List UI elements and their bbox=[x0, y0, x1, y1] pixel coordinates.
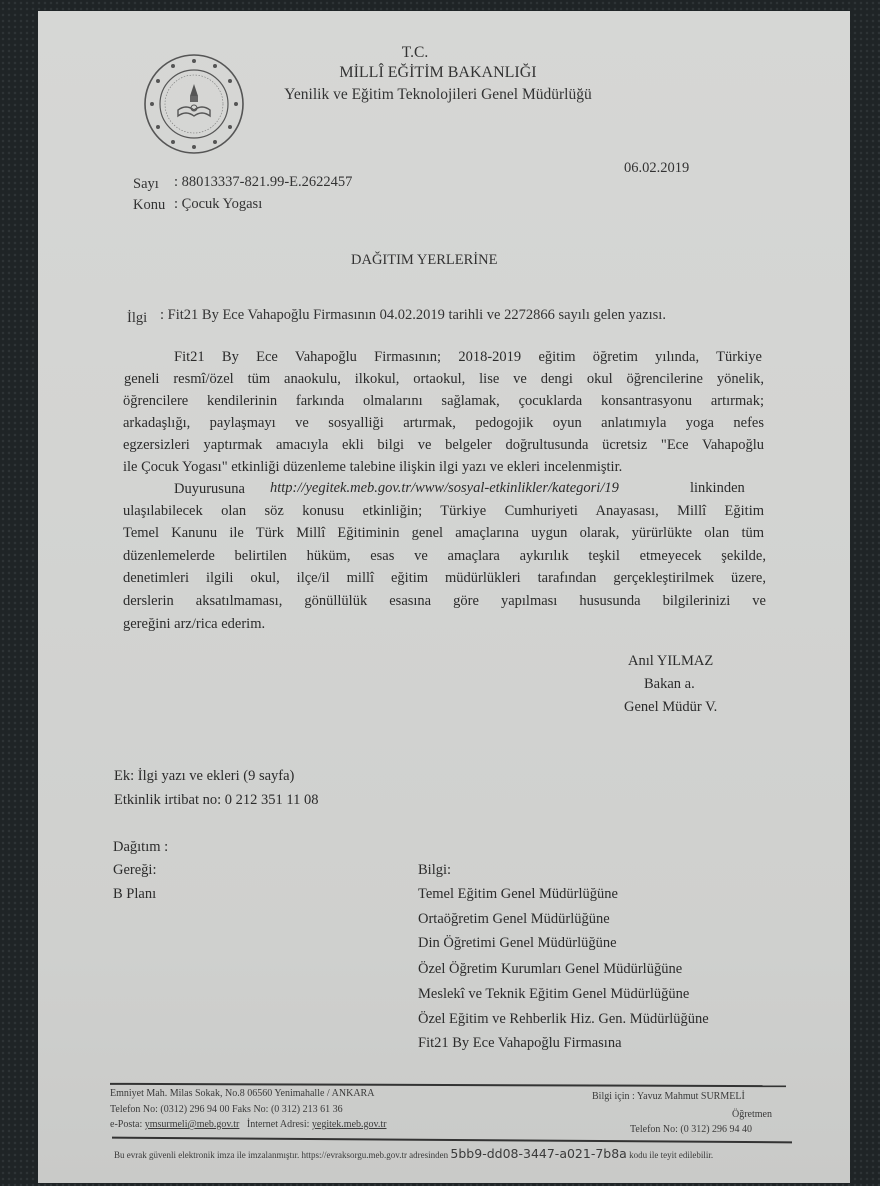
footer-web-label: İnternet Adresi: bbox=[246, 1119, 310, 1130]
paragraph2-last-line: gereğini arz/rica ederim. bbox=[123, 616, 266, 632]
footer-phone-fax: Telefon No: (0312) 296 94 00 Faks No: (0 312) 213 61 36 bbox=[110, 1104, 343, 1115]
paragraph1-line: öğrencilere kendilerinin farkında olmalarını sağlamak, çocuklarda konsantrasyonu artırmak; bbox=[123, 393, 764, 409]
paragraph2-line: derslerin aksatılmaması, gönüllülük esasına göre yapılması hususunda bilgilerinizi ve bbox=[123, 593, 766, 609]
addressee: DAĞITIM YERLERİNE bbox=[351, 252, 498, 268]
announcement-link[interactable]: http://yegitek.meb.gov.tr/www/sosyal-etkinlikler/kategori/19 bbox=[270, 480, 619, 496]
footer-email-label: e-Posta: bbox=[110, 1119, 143, 1130]
letterhead-directorate: Yenilik ve Eğitim Teknolojileri Genel Müdürlüğü bbox=[284, 86, 592, 103]
signer-title: Genel Müdür V. bbox=[624, 699, 718, 715]
footer-info-phone: Telefon No: (0 312) 296 94 40 bbox=[630, 1124, 753, 1135]
konu-label: Konu bbox=[133, 197, 166, 213]
bilgi-item: Ortaöğretim Genel Müdürlüğüne bbox=[418, 911, 610, 927]
paragraph2-line: Temel Kanunu ile Türk Millî Eğitiminin genel amaçlarına uygun olarak, yürürlükte olan tüm bbox=[123, 525, 764, 541]
geregi-item: B Planı bbox=[113, 886, 157, 902]
bilgi-item: Özel Eğitim ve Rehberlik Hiz. Gen. Müdürlüğüne bbox=[418, 1011, 709, 1027]
footer-web-link[interactable]: yegitek.meb.gov.tr bbox=[311, 1119, 387, 1130]
footer-info-title: Öğretmen bbox=[732, 1109, 772, 1120]
paragraph2-line: denetimleri ilgili okul, ilçe/il millî eğitim müdürlükleri tarafından gerçekleştirilmek üzere, bbox=[123, 570, 766, 586]
paragraph2-line: düzenlemelerde belirtilen hüküm, esas ve amaçlara aykırılık teşkil etmeyecek şekilde, bbox=[123, 548, 766, 564]
paragraph1-line: egzersizleri yaptırmak amacıyla ekli bilgi ve belgeler doğrultusunda ücretsiz "Ece Vahapoğlu bbox=[123, 437, 764, 453]
paragraph1-line: geneli resmî/özel tüm anaokulu, ilkokul, ortaokul, lise ve dengi okul öğrencilerine yönelik, bbox=[124, 371, 764, 387]
paragraph1-line: Fit21 By Ece Vahapoğlu Firmasının; 2018-2019 eğitim öğretim yılında, Türkiye bbox=[174, 349, 762, 365]
bilgi-item: Temel Eğitim Genel Müdürlüğüne bbox=[418, 886, 618, 902]
verify-prefix: Bu evrak güvenli elektronik imza ile imzalanmıştır. https://evraksorgu.meb.gov.tr adresinden bbox=[114, 1150, 449, 1160]
signer-name: Anıl YILMAZ bbox=[628, 653, 714, 669]
ministry-seal-icon bbox=[142, 52, 246, 156]
document-date: 06.02.2019 bbox=[624, 160, 690, 176]
ilgi-label: İlgi bbox=[127, 310, 148, 326]
verify-code: 5bb9-dd08-3447-a021-7b8a bbox=[450, 1146, 627, 1161]
verify-suffix: kodu ile teyit edilebilir. bbox=[629, 1150, 714, 1160]
footer-email-link[interactable]: ymsurmeli@meb.gov.tr bbox=[144, 1119, 240, 1130]
paragraph1-line: ile Çocuk Yogası" etkinliği düzenleme talebine ilişkin ilgi yazı ve ekleri incelenmiştir. bbox=[123, 459, 623, 475]
bilgi-item: Fit21 By Ece Vahapoğlu Firmasına bbox=[418, 1035, 622, 1051]
paragraph2-line: ulaşılabilecek olan söz konusu etkinliğin; Türkiye Cumhuriyeti Anayasası, Millî Eğitim bbox=[123, 503, 764, 519]
paragraph1-line: arkadaşlığı, paylaşmayı ve sosyalliği artırmak, pedogojik oyun anlatımıyla yoga nefes bbox=[123, 415, 764, 431]
footer-info-contact: Bilgi için : Yavuz Mahmut SURMELİ bbox=[592, 1091, 745, 1102]
attachment-note: Ek: İlgi yazı ve ekleri (9 sayfa) bbox=[114, 768, 295, 784]
letterhead-country: T.C. bbox=[401, 44, 429, 61]
konu-value: : Çocuk Yogası bbox=[174, 196, 263, 212]
bilgi-item: Din Öğretimi Genel Müdürlüğüne bbox=[418, 935, 617, 951]
sayi-label: Sayı bbox=[133, 176, 159, 192]
distribution-title: Dağıtım : bbox=[113, 839, 169, 855]
geregi-label: Gereği: bbox=[113, 862, 157, 878]
sayi-value: : 88013337-821.99-E.2622457 bbox=[174, 174, 353, 190]
contact-number: Etkinlik irtibat no: 0 212 351 11 08 bbox=[114, 792, 319, 808]
bilgi-item: Meslekî ve Teknik Eğitim Genel Müdürlüğüne bbox=[418, 986, 690, 1002]
ilgi-value: : Fit21 By Ece Vahapoğlu Firmasının 04.02.2019 tarihli ve 2272866 sayılı gelen yazısı. bbox=[160, 307, 666, 323]
paragraph2-lead: Duyurusuna bbox=[174, 481, 245, 497]
footer-address: Emniyet Mah. Milas Sokak, No.8 06560 Yenimahalle / ANKARA bbox=[110, 1088, 375, 1099]
paragraph2-after-link: linkinden bbox=[690, 480, 745, 496]
letterhead-ministry: MİLLÎ EĞİTİM BAKANLIĞI bbox=[339, 64, 537, 81]
bilgi-label: Bilgi: bbox=[418, 862, 452, 878]
signer-role: Bakan a. bbox=[644, 676, 695, 692]
bilgi-item: Özel Öğretim Kurumları Genel Müdürlüğüne bbox=[418, 961, 683, 977]
